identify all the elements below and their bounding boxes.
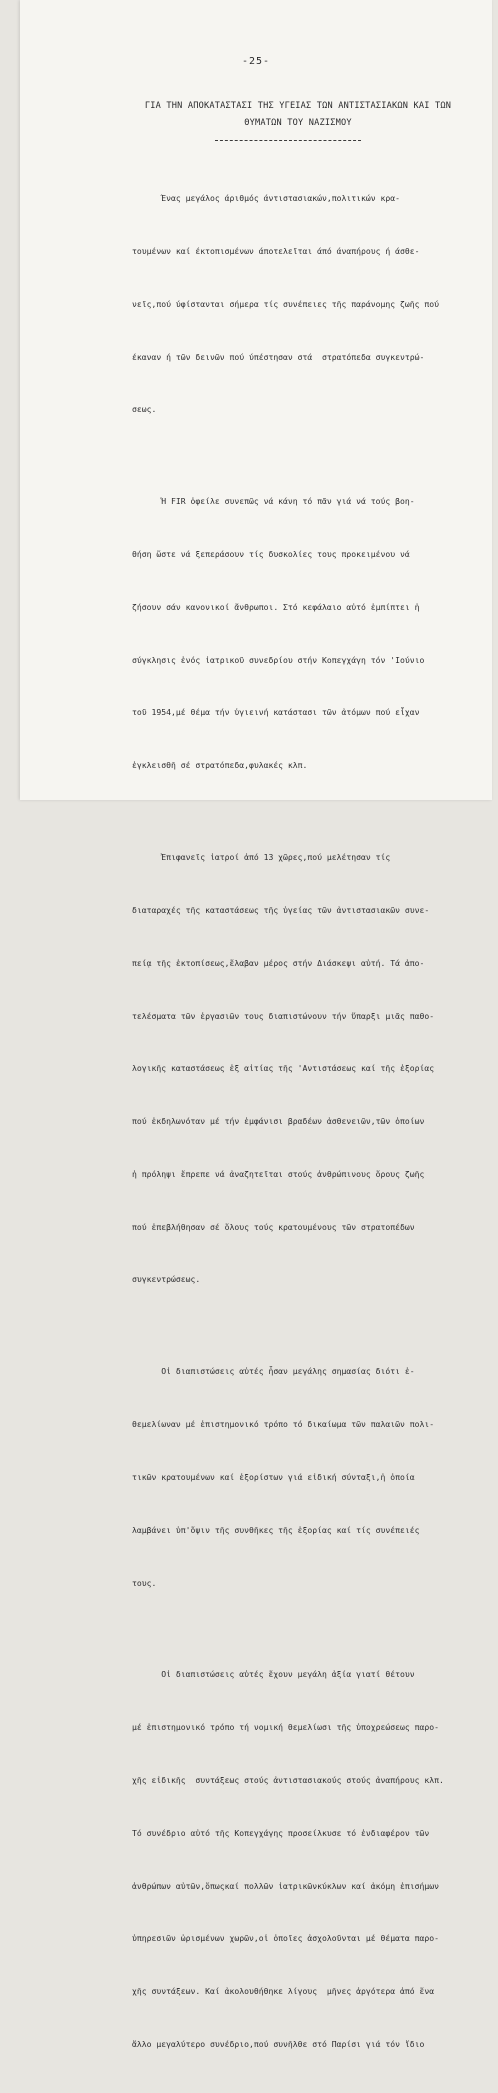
text-line: χῆς εἰδικῆς συντάξεως στούς ἀντιστασιακούς στούς ἀναπήρους κλπ. bbox=[132, 1775, 444, 1786]
paragraph bbox=[132, 814, 498, 1324]
text-line: Τό συνέδριο αὐτό τῆς Κοπεγχάγης προσείλκυσε τό ἐνδιαφέρον τῶν bbox=[132, 1827, 430, 1838]
text-line: τικῶν κρατουμένων καί ἐξορίστων γιά εἰδική σύνταξι,ἡ ὁποία bbox=[132, 1471, 415, 1482]
text-line: χῆς συντάξεων. Καί ἀκολουθήθηκε λίγους μῆνες ἀργότερα ἀπό ἕνα bbox=[132, 1986, 435, 1997]
title-line: ΘΥΜΑΤΩΝ ΤΟΥ ΝΑΖΙΣΜΟΥ bbox=[244, 118, 352, 128]
text-line: πείᾳ τῆς ἐκτοπίσεως,ἔλαβαν μέρος στήν Διάσκεψι αὐτή. Τά ἀπο- bbox=[132, 957, 425, 968]
paragraph bbox=[132, 1631, 498, 2088]
document-title bbox=[98, 98, 498, 132]
text-line: ἀνθρώπων αὐτῶν,ὅπωςκαί πολλῶν ἰατρικῶνκύκλων καί ἀκόμη ἐπισήμων bbox=[132, 1880, 439, 1891]
title-underline bbox=[215, 140, 361, 141]
text-line: Οἱ διαπιστώσεις αὐτές ἔχουν μεγάλη ἀξία γιατί θέτουν bbox=[132, 1669, 415, 1680]
text-line: σεως. bbox=[132, 404, 157, 415]
text-line: θήση ὥστε νά ξεπεράσουν τίς δυσκολίες τους προκειμένου νά bbox=[132, 549, 410, 560]
text-line: ὑπηρεσιῶν ὡρισμένων χωρῶν,οἱ ὁποῖες ἀσχολοῦνται μέ θέματα παρο- bbox=[132, 1933, 439, 1944]
text-line: σύγκλησις ἑνός ἰατρικοῦ συνεδρίου στήν Κοπεγχάγη τόν 'Ιούνιο bbox=[132, 654, 425, 665]
text-line: πού ἐπεβλήθησαν σέ ὅλους τούς κρατουμένους τῶν στρατοπέδων bbox=[132, 1221, 415, 1232]
paragraph bbox=[132, 1328, 498, 1627]
text-line: λαμβάνει ὑπ'ὄψιν τῆς συνθῆκες τῆς ἐξορίας καί τίς συνέπειές bbox=[132, 1524, 420, 1535]
body-text bbox=[132, 155, 498, 2093]
document-page bbox=[20, 0, 492, 2049]
text-line: λογικῆς καταστάσεως ἐξ αἰτίας τῆς 'Αντιστάσεως καί τῆς ἐξορίας bbox=[132, 1063, 435, 1074]
text-line: συγκεντρώσεως. bbox=[132, 1274, 201, 1285]
text-line: έκαναν ή τῶν δεινῶν πού ύπέστησαν στά στρατόπεδα συγκεντρώ- bbox=[132, 351, 425, 362]
page-number: -25- bbox=[241, 56, 271, 67]
text-line: τοῦ 1954,μέ θέμα τήν ὑγιεινή κατάστασι τῶν ἀτόμων πού εἶχαν bbox=[132, 707, 420, 718]
text-line: ἄλλο μεγαλύτερο συνέδριο,πού συνῆλθε στό Παρίσι γιά τόν ἴδιο bbox=[132, 2038, 425, 2049]
text-line: τουμένων καί έκτοπισμένων άποτελεῖται άπό άναπήρους ή άσθε- bbox=[132, 245, 420, 256]
text-line: Ἐπιφανεῖς ἰατροί ἀπό 13 χῶρες,πού μελέτησαν τίς bbox=[132, 852, 391, 863]
text-line: ἡ πρόληψι ἔπρεπε νά ἀναζητεῖται στούς ἀνθρώπινους ὅρους ζωῆς bbox=[132, 1168, 425, 1179]
text-line: θεμελίωναν μέ ἐπιστημονικό τρόπο τό δικαίωμα τῶν παλαιῶν πολι- bbox=[132, 1419, 435, 1430]
paragraph bbox=[132, 458, 498, 810]
text-line: πού ἐκδηλωνόταν μέ τήν ἐμφάνισι βραδέων ἀσθενειῶν,τῶν ὁποίων bbox=[132, 1116, 425, 1127]
text-line: ἐγκλεισθῆ σέ στρατόπεδα,φυλακές κλπ. bbox=[132, 760, 308, 771]
text-line: Οἱ διαπιστώσεις αὐτές ἦσαν μεγάλης σημασίας διότι ἐ- bbox=[132, 1366, 415, 1377]
text-line: Ἡ FIR ὀφείλε συνεπῶς νά κάνη τό πᾶν γιά νά τούς βοη- bbox=[132, 496, 415, 507]
text-line: Ένας μεγάλος άριθμός άντιστασιακών,πολιτικών κρα- bbox=[132, 193, 401, 204]
text-line: τους. bbox=[132, 1577, 157, 1588]
paragraph bbox=[132, 155, 498, 454]
text-line: νεῖς,πού ύφίστανται σήμερα τίς συνέπειες τῆς παράνομης ζωῆς πού bbox=[132, 298, 439, 309]
text-line: τελέσματα τῶν ἐργασιῶν τους διαπιστώνουν τήν ὕπαρξι μιᾶς παθο- bbox=[132, 1010, 435, 1021]
text-line: διαταραχές τῆς καταστάσεως τῆς ὑγείας τῶν ἀντιστασιακῶν συνε- bbox=[132, 904, 430, 915]
text-line: ζήσουν σάν κανονικοί ἄνθρωποι. Στό κεφάλαιο αὐτό ἐμπίπτει ἡ bbox=[132, 601, 420, 612]
text-line: μέ ἐπιστημονικό τρόπο τή νομική θεμελίωσι τῆς ὑποχρεώσεως παρο- bbox=[132, 1722, 439, 1733]
title-line: ΓΙΑ ΤΗΝ ΑΠΟΚΑΤΑΣΤΑΣΙ ΤΗΣ ΥΓΕΙΑΣ ΤΩΝ ΑΝΤΙΣΤΑΣΙΑΚΩΝ ΚΑΙ ΤΩΝ bbox=[144, 101, 452, 111]
